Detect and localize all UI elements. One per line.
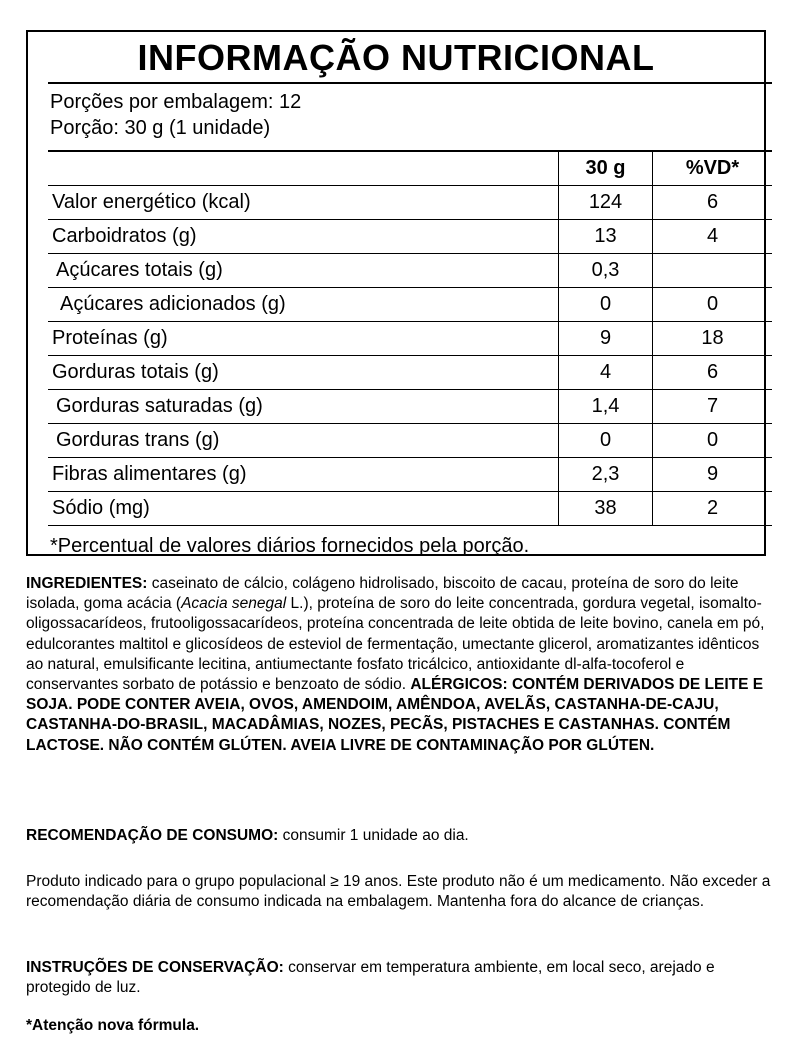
serving-size: Porção: 30 g (1 unidade) <box>50 117 271 139</box>
nutrient-name: Gorduras totais (g) <box>48 356 559 390</box>
storage-paragraph <box>26 958 776 998</box>
nutrient-amount: 13 <box>559 220 653 254</box>
table-row <box>48 322 772 356</box>
servings-per-package: Porções por embalagem: 12 <box>50 91 302 113</box>
new-formula-notice: *Atenção nova fórmula. <box>26 1017 200 1034</box>
allergens-statement: ALÉRGICOS: CONTÉM DERIVADOS DE LEITE E SOJA. PODE CONTER AVEIA, OVOS, AMENDOIM, AMÊNDOA, AVELÃS, CASTANHA-DE-CAJU, CASTANHA-DO-BRASIL, MACADÂMIAS, NOZES, PECÃS, PISTACHES E CASTANHAS. CONTÉM LACTOSE. NÃO CONTÉM GLÚTEN. AVEIA LIVRE DE CONTAMINAÇÃO POR GLÚTEN. <box>26 676 764 754</box>
nutrient-amount: 4 <box>559 356 653 390</box>
nutrient-amount: 124 <box>559 186 653 220</box>
nutrient-dv: 6 <box>653 186 773 220</box>
nutrient-dv: 2 <box>653 492 773 526</box>
nutrition-title: INFORMAÇÃO NUTRICIONAL <box>137 37 655 78</box>
header-daily-value: %VD* <box>653 151 773 186</box>
nutrient-name: Gorduras saturadas (g) <box>48 390 559 424</box>
table-row <box>48 186 772 220</box>
nutrient-dv: 4 <box>653 220 773 254</box>
table-header-row <box>48 151 772 186</box>
nutrient-dv: 7 <box>653 390 773 424</box>
table-row <box>48 424 772 458</box>
ingredients-paragraph <box>26 574 776 756</box>
nutrient-name: Carboidratos (g) <box>48 220 559 254</box>
recommendation-paragraph <box>26 826 776 846</box>
divider <box>48 82 772 84</box>
table-row <box>48 492 772 526</box>
table-row <box>48 254 772 288</box>
nutrition-table <box>48 150 772 526</box>
nutrient-name: Gorduras trans (g) <box>48 424 559 458</box>
nutrient-dv: 9 <box>653 458 773 492</box>
nutrient-name: Fibras alimentares (g) <box>48 458 559 492</box>
ingredients-text-cont: L.), proteína de soro do leite concentrada, gordura vegetal, isomalto-oligossacarídeos, frutooligossacarídeos, proteína concentrada de leite obtida de leite bovino, canela em pó, edulcorantes maltitol e glicosídeos de esteviol de fermentação, umectante glicerol, aromatizantes idênticos ao natural, emulsificante lecitina, antiumectante fosfato tricálcico, antioxidante dl-alfa-tocoferol e conservantes sorbato de potássio e benzoato de sódio. <box>26 595 765 694</box>
nutrient-dv: 6 <box>653 356 773 390</box>
nutrient-name: Valor energético (kcal) <box>48 186 559 220</box>
storage-label: INSTRUÇÕES DE CONSERVAÇÃO: <box>26 959 284 976</box>
species-name: Acacia senegal <box>181 595 287 613</box>
nutrient-dv: 0 <box>653 424 773 458</box>
nutrition-facts-panel <box>26 30 766 556</box>
table-row <box>48 458 772 492</box>
ingredients-label: INGREDIENTES: <box>26 575 148 592</box>
nutrient-amount: 9 <box>559 322 653 356</box>
nutrient-amount: 0 <box>559 424 653 458</box>
header-amount: 30 g <box>559 151 653 186</box>
nutrient-name: Sódio (mg) <box>48 492 559 526</box>
ingredients-text: caseinato de cálcio, colágeno hidrolisado, biscoito de cacau, proteína de soro do leite isolada, goma acácia ( <box>26 575 739 613</box>
table-row <box>48 220 772 254</box>
nutrient-amount: 2,3 <box>559 458 653 492</box>
nutrient-name: Proteínas (g) <box>48 322 559 356</box>
nutrient-name: Açúcares totais (g) <box>48 254 559 288</box>
table-row <box>48 390 772 424</box>
nutrient-dv <box>653 254 773 288</box>
storage-text: conservar em temperatura ambiente, em local seco, arejado e protegido de luz. <box>26 959 715 997</box>
warning-paragraph: Produto indicado para o grupo populacional ≥ 19 anos. Este produto não é um medicamento. Não exceder a recomendação diária de consumo indicada na embalagem. Mantenha fora do alcance de crianças. <box>26 873 771 911</box>
nutrient-name: Açúcares adicionados (g) <box>48 288 559 322</box>
recommendation-label: RECOMENDAÇÃO DE CONSUMO: <box>26 827 279 844</box>
nutrient-amount: 0,3 <box>559 254 653 288</box>
nutrient-amount: 38 <box>559 492 653 526</box>
table-row <box>48 356 772 390</box>
recommendation-text: consumir 1 unidade ao dia. <box>278 827 469 844</box>
header-blank <box>48 151 559 186</box>
dv-footnote: *Percentual de valores diários fornecidos pela porção. <box>50 535 530 557</box>
nutrient-amount: 1,4 <box>559 390 653 424</box>
nutrient-dv: 0 <box>653 288 773 322</box>
nutrient-dv: 18 <box>653 322 773 356</box>
table-row <box>48 288 772 322</box>
nutrient-amount: 0 <box>559 288 653 322</box>
